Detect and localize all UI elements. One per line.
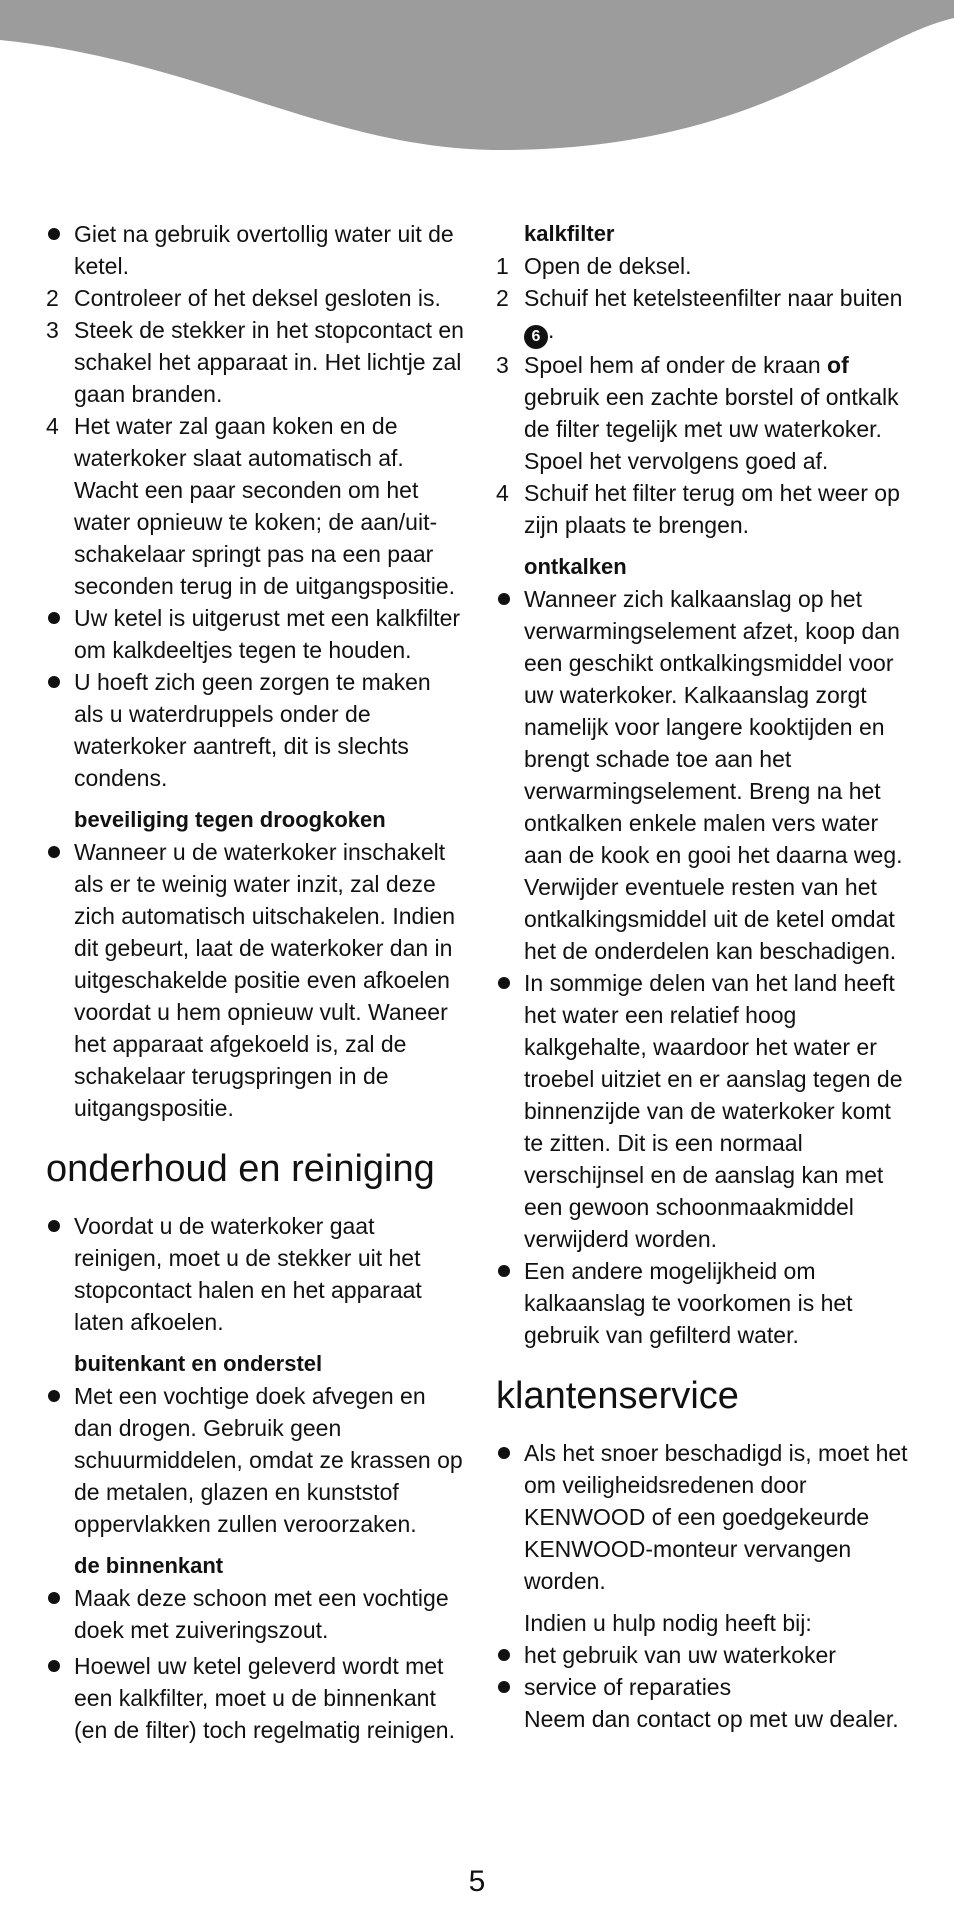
list-item bbox=[46, 666, 466, 794]
left-column bbox=[46, 218, 466, 1746]
list-item bbox=[496, 477, 916, 541]
list-item bbox=[496, 349, 916, 477]
item-text: Uw ketel is uitgerust met een kalkfilter om kalkdeeltjes tegen te houden. bbox=[74, 605, 461, 663]
item-text: Maak deze schoon met een vochtige doek met zuiveringszout. bbox=[74, 1585, 449, 1643]
list-item bbox=[496, 583, 916, 967]
item-text: Hoewel uw ketel geleverd wordt met een kalkfilter, moet u de binnenkant (en de filter) toch regelmatig reinigen. bbox=[74, 1653, 455, 1743]
list-item bbox=[46, 314, 466, 410]
list-item bbox=[46, 1380, 466, 1540]
list-item bbox=[46, 218, 466, 282]
list-item bbox=[46, 602, 466, 666]
list-item bbox=[496, 1437, 916, 1597]
item-text: het gebruik van uw waterkoker bbox=[524, 1642, 836, 1668]
page-number: 5 bbox=[468, 1865, 486, 1898]
item-text: Een andere mogelijkheid om kalkaanslag te voorkomen is het gebruik van gefilterd water. bbox=[524, 1258, 853, 1348]
step-number: 3 bbox=[46, 317, 59, 343]
list-item bbox=[496, 1255, 916, 1351]
step-number: 4 bbox=[496, 480, 509, 506]
section-heading-customer-service: klantenservice bbox=[496, 1375, 739, 1417]
item-text: gebruik een zachte borstel of ontkalk de filter tegelijk met uw waterkoker. Spoel het vervolgens goed af. bbox=[524, 384, 899, 474]
step-number: 2 bbox=[46, 285, 59, 311]
list-item bbox=[46, 282, 466, 314]
list-item bbox=[496, 967, 916, 1255]
step-number: 2 bbox=[496, 285, 509, 311]
list-item bbox=[496, 1639, 916, 1671]
item-text: Als het snoer beschadigd is, moet het om veiligheidsredenen door KENWOOD of een goedgekeurde KENWOOD-monteur vervangen worden. bbox=[524, 1440, 908, 1594]
item-text: Spoel hem af onder de kraan bbox=[524, 352, 828, 378]
right-column bbox=[496, 218, 916, 1735]
item-text: Steek de stekker in het stopcontact en schakel het apparaat in. Het lichtje zal gaan branden. bbox=[74, 317, 464, 407]
list-item bbox=[496, 1671, 916, 1703]
item-text: Voordat u de waterkoker gaat reinigen, moet u de stekker uit het stopcontact halen en het apparaat laten afkoelen. bbox=[74, 1213, 422, 1335]
usage-list bbox=[46, 218, 466, 794]
item-text: In sommige delen van het land heeft het water een relatief hoog kalkgehalte, waardoor het water er troebel uitziet en er aanslag tegen de binnenzijde van de waterkoker komt te zitten. Dit is een normaal verschijnsel en de aanslag kan met een gewoon schoonmaakmiddel verwijderd worden. bbox=[524, 970, 903, 1252]
item-text: service of reparaties bbox=[524, 1674, 732, 1700]
step-number: 1 bbox=[496, 253, 509, 279]
subheading-limescale-filter: kalkfilter bbox=[524, 221, 615, 246]
item-text: Het water zal gaan koken en de waterkoker slaat automatisch af. Wacht een paar seconden om het water opnieuw te koken; de aan/uit-schakelaar springt pas na een paar seconden terug in de uitgangspositie. bbox=[74, 413, 456, 599]
subheading-dry-boil: beveiliging tegen droogkoken bbox=[74, 807, 386, 832]
list-item bbox=[46, 410, 466, 602]
step-number: 3 bbox=[496, 352, 509, 378]
emphasis-text: of bbox=[827, 352, 849, 378]
item-text: Wanneer u de waterkoker inschakelt als er te weinig water inzit, zal deze zich automatisch uitschakelen. Indien dit gebeurt, laat de waterkoker dan in uitgeschakelde positie even afkoelen voordat u hem opnieuw vult. Waneer het apparaat afgekoeld is, zal de schakelaar terugspringen in de uitgangspositie. bbox=[74, 839, 455, 1121]
item-text: U hoeft zich geen zorgen te maken als u waterdruppels onder de waterkoker aantreft, dit is slechts condens. bbox=[74, 669, 431, 791]
item-text: Schuif het ketelsteenfilter naar buiten bbox=[524, 285, 903, 311]
item-text: Open de deksel. bbox=[524, 253, 692, 279]
list-item bbox=[496, 250, 916, 282]
help-outro-text: Neem dan contact op met uw dealer. bbox=[524, 1706, 899, 1732]
list-item bbox=[46, 1210, 466, 1338]
item-text: Met een vochtige doek afvegen en dan drogen. Gebruik geen schuurmiddelen, omdat ze krassen op de metalen, glazen en kunststof oppervlakken zullen veroorzaken. bbox=[74, 1383, 463, 1537]
item-text-suffix: . bbox=[548, 317, 555, 343]
item-text: Controleer of het deksel gesloten is. bbox=[74, 285, 441, 311]
subheading-descaling: ontkalken bbox=[524, 554, 627, 579]
item-text: Wanneer zich kalkaanslag op het verwarmingselement afzet, koop dan een geschikt ontkalkingsmiddel voor uw waterkoker. Kalkaanslag zorgt namelijk voor langere kooktijden en brengt schade toe aan het verwarmingselement. Breng na het ontkalken enkele malen vers water aan de kook en gooi het daarna weg. Verwijder eventuele resten van het ontkalkingsmiddel uit de ketel omdat het de onderdelen kan beschadigen. bbox=[524, 586, 903, 964]
list-item bbox=[46, 836, 466, 1124]
subheading-outside: buitenkant en onderstel bbox=[74, 1351, 323, 1376]
figure-reference-badge: 6 bbox=[524, 325, 548, 349]
help-intro-text: Indien u hulp nodig heeft bij: bbox=[524, 1610, 812, 1636]
section-heading-maintenance: onderhoud en reiniging bbox=[46, 1148, 435, 1190]
subheading-inside: de binnenkant bbox=[74, 1553, 224, 1578]
item-text: Giet na gebruik overtollig water uit de ketel. bbox=[74, 221, 454, 279]
list-item bbox=[46, 1650, 466, 1746]
step-number: 4 bbox=[46, 413, 59, 439]
list-item bbox=[496, 282, 916, 349]
list-item bbox=[46, 1582, 466, 1646]
item-text: Schuif het filter terug om het weer op zijn plaats te brengen. bbox=[524, 480, 900, 538]
header-wave-banner bbox=[0, 0, 954, 170]
